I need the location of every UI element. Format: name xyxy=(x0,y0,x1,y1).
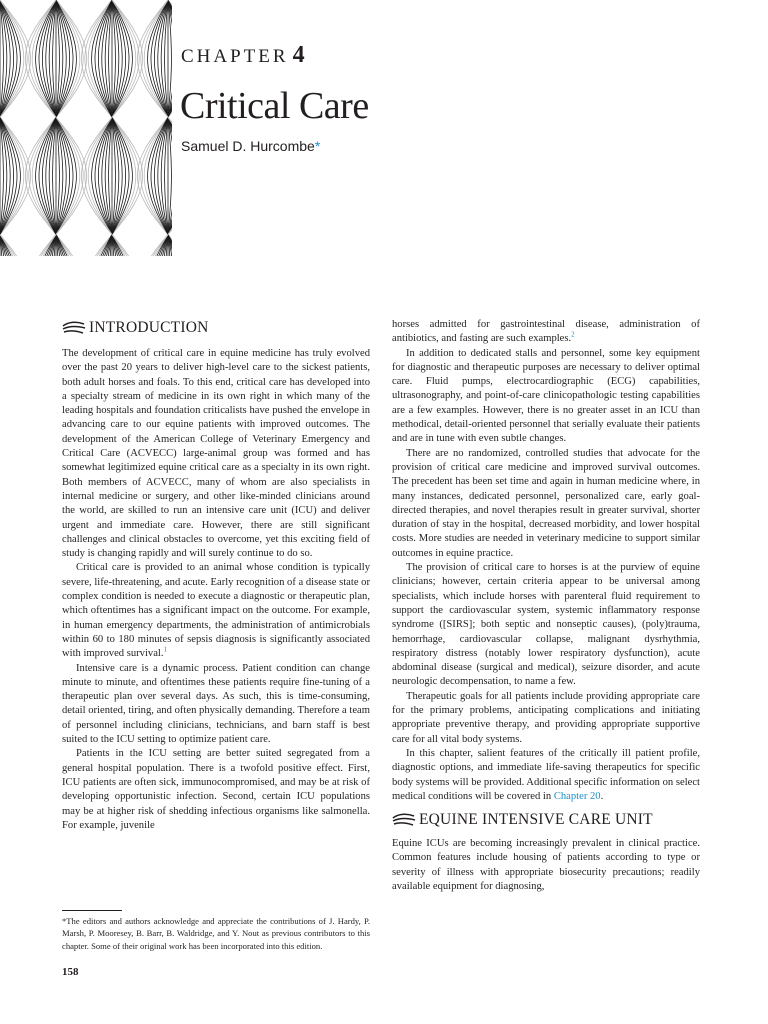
author-name: Samuel D. Hurcombe xyxy=(181,138,315,154)
paragraph-text: horses admitted for gastrointestinal disease, administration of antibiotics, and fasting are such examples. xyxy=(392,319,700,345)
chapter-label xyxy=(181,42,305,69)
chapter-number: 4 xyxy=(292,42,305,68)
section-title: INTRODUCTION xyxy=(89,318,209,336)
horse-head-icon xyxy=(392,813,416,827)
footnote: *The editors and authors acknowledge and appreciate the contributions of J. Hardy, P. Marsh, P. Mooresey, B. Barr, B. Waldridge, and Y. Nout as previous contributors to this chapter. Some of their original work has been incorporated into this edition. xyxy=(62,916,370,951)
paragraph-end: . xyxy=(600,790,604,802)
page-number: 158 xyxy=(62,966,79,978)
paragraph xyxy=(62,561,370,661)
left-column xyxy=(62,318,370,833)
paragraph: There are no randomized, controlled studies that advocate for the provision of critical care medicine and improved survival outcomes. The precedent has been set time and again in human medicine where, in many instances, dedicated personnel, personalized care, early goal-directed therapies, and novel therapies result in greater survival, shorter duration of stay in the hospital, decreased morbidity, and lower hospital costs. More studies are needed in veterinary medicine to support similar outcomes in equine practice. xyxy=(392,447,700,559)
paragraph: Intensive care is a dynamic process. Patient condition can change minute to minute, and oftentimes these patients require fine-tuning of a therapeutic plan over several days. As such, this is time-consuming, detail oriented, tiring, and often physically demanding. Therefore a team of personnel including clinicians, technicians, and barn staff is best suited to the ICU setting to optimize patient care. xyxy=(62,662,370,746)
right-column xyxy=(392,318,700,894)
chapter-link[interactable]: Chapter 20 xyxy=(553,790,601,802)
paragraph xyxy=(392,318,700,347)
paragraph: Patients in the ICU setting are better suited segregated from a general hospital population. There is a twofold positive effect. First, ICU patients are often sick, immunocompromised, and may be at risk of developing opportunistic infection. Second, certain ICU populations may be at higher risk of shedding infectious organisms like salmonella. For example, juvenile xyxy=(62,748,370,831)
author-line xyxy=(181,138,320,154)
chapter-word: CHAPTER xyxy=(181,46,289,67)
paragraph: Therapeutic goals for all patients include providing appropriate care for the primary problems, anticipating complications and initiating appropriate preventive therapy, and providing appropriate supportive care for all vital body systems. xyxy=(392,690,700,745)
paragraph: The provision of critical care to horses is at the purview of equine clinicians; however, certain criteria appear to be universal among specialists, which include horses with parenteral fluid requirement to support the cardiovascular system, systemic inflammatory response syndrome ([SIRS]; both septic and nonseptic causes), (poly)trauma, hemorrhage, cardiovascular collapse, malignant dysrhythmia, respiratory distress (notably lower respiratory dysfunction), acute abdominal disease (surgical and medical), seizure disorder, and acute neurologic decompensation, to name a few. xyxy=(392,562,700,688)
paragraph-text: In this chapter, salient features of the critically ill patient profile, diagnostic options, and immediate life-saving therapeutics for specific body systems will be provided. Additional specific information on select medical conditions will be covered in xyxy=(392,747,700,802)
paragraph-text: Critical care is provided to an animal whose condition is typically severe, life-threatening, and acute. Early recognition of a disease state or complex condition is needed to execute a diagnostic or therapeutic plan, which oftentimes has a significant impact on the outcome. For example, in human emergency departments, the administration of antimicrobials within 60 to 180 minutes of sepsis diagnosis is significantly associated with improved survival. xyxy=(62,562,370,660)
horse-head-icon xyxy=(62,321,86,335)
chapter-title: Critical Care xyxy=(180,85,369,127)
paragraph: The development of critical care in equine medicine has truly evolved over the past 20 years to deliver high-level care to the sickest patients, both adult horses and foals. To this end, critical care has developed into a specialty stream of medicine in its own right in which many of the leading hospitals and foundation criticalists have pushed the envelope in advancing care to our equine patients with improved outcomes. The development of the American College of Veterinary Emergency and Critical Care (ACVECC) large-animal group was formed and has somewhat legitimized equine critical care as a specialty in its own right. Both members of ACVECC, many of whom are also specialists in internal medicine or surgery, and other like-minded clinicians around the world, are skilled to run an intensive care unit (ICU) and deliver urgent and immediate care. However, there are still significant challenges and clinical obstacles to overcome, yet this exciting field of study is changing rapidly and will surely continue to do so. xyxy=(62,348,370,560)
paragraph xyxy=(392,747,700,804)
chapter-decoration xyxy=(0,0,172,258)
paragraph: In addition to dedicated stalls and personnel, some key equipment for diagnostic and therapeutic purposes are necessary to deliver optimal care. Fluid pumps, electrocardiographic (ECG) capabilities, ultrasonography, and point-of-care clinicopathologic testing capabilities are a few examples. However, there is no greater asset in an ICU than methodical, detail-oriented personnel that serially evaluate their patients and are in tune with even subtle changes. xyxy=(392,347,700,445)
author-footnote-mark[interactable]: * xyxy=(314,138,321,154)
reference-link[interactable]: 1 xyxy=(163,645,168,654)
section-heading-equine-icu xyxy=(392,810,700,830)
reference-link[interactable]: 2 xyxy=(571,330,575,339)
footnote-rule xyxy=(62,910,122,911)
section-heading-introduction xyxy=(62,318,370,338)
section-title: EQUINE INTENSIVE CARE UNIT xyxy=(419,810,653,828)
paragraph: Equine ICUs are becoming increasingly prevalent in clinical practice. Common features include housing of patients according to type or severity of illness with appropriate biosecurity precautions; readily available equipment for diagnosing, xyxy=(392,838,700,892)
